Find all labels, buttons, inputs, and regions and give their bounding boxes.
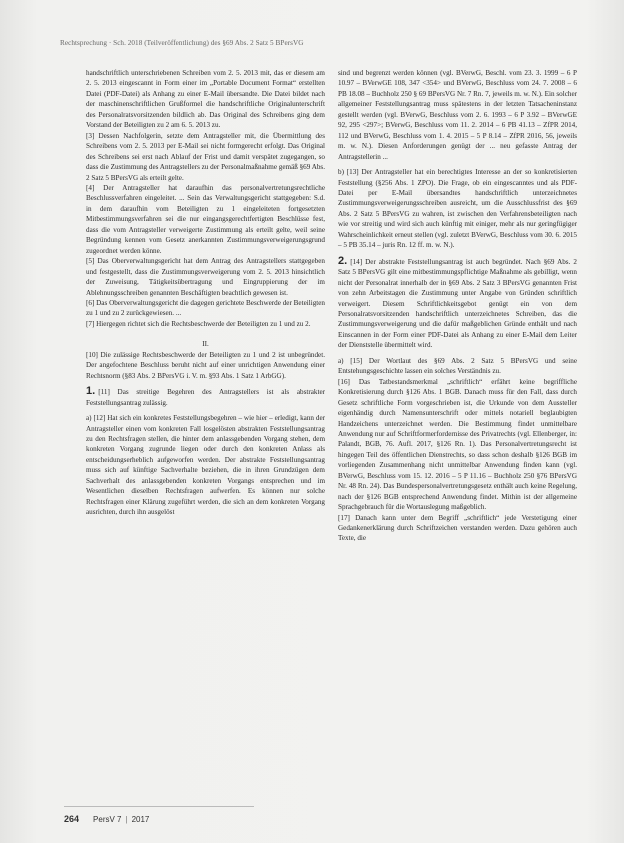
right-column [338,68,577,544]
section-number: 1. [86,385,96,398]
numbered-paragraph [86,386,325,408]
paragraph: sind und begrenzt werden können (vgl. BVerwG, Beschl. vom 23. 3. 1999 – 6 P 10.97 – BVerwGE 108, 347 <354> und BVerwG, Beschluss vom 24. 7. 2008 – 6 PB 18.08 – Buchholz 250 § 69 BPersVG Nr. 7 Rn. 7, jeweils m. w. N.). Ein solcher allgemeiner Feststellungsantrag muss spätestens in der letzten Tatsacheninstanz gestellt werden (vgl. BVerwG, Beschluss vom 2. 6. 1993 – 6 P 3.92 – BVerwGE 92, 295 <297>; BVerwG, Beschluss vom 11. 2. 2014 – 6 PB 41.13 – ZfPR 2014, 112 und BVerwG, Beschluss vom 1. 4. 2015 – 5 P 8.14 – ZfPR 2016, 56, jeweils m. w. N.). Diesen Anforderungen genügt der ... neu gefasste Antrag der Antragstellerin ... [338,69,577,161]
paragraph: [7] Hiergegen richtet sich die Rechtsbeschwerde der Beteiligten zu 1 und zu 2. [86,319,311,328]
paragraph-text: [11] Das streitige Begehren des Antragstellers ist als abstrakter Feststellungsantrag zulässig. [86,388,325,407]
page-footer [64,814,149,824]
paragraph: a) [15] Der Wortlaut des §69 Abs. 2 Satz 5 BPersVG und seine Entstehungsgeschichte lassen ein solches Verständnis zu. [338,356,577,376]
journal-year: 2017 [131,815,150,824]
paragraph: [17] Danach kann unter dem Begriff „schriftlich“ jede Verstetigung einer Gedankenerklärung durch Schriftzeichen verstanden werden. Dazu gehören auch Texte, die [338,513,577,543]
paragraph: [10] Die zulässige Rechtsbeschwerde der Beteiligten zu 1 und 2 ist unbegründet. Der angefochtene Beschluss beruht nicht auf einer unrichtigen Anwendung einer Rechtsnorm (§83 Abs. 2 BPersVG i. V. m. §93 Abs. 1 Satz 1 ArbGG). [86,350,325,380]
left-column [86,68,325,518]
paragraph-text: [14] Der abstrakte Feststellungsantrag ist auch begründet. Nach §69 Abs. 2 Satz 5 BPersVG gilt eine mitbestimmungspflichtige Maßnahme als gebilligt, wenn nicht der Personalrat innerhalb der in §69 Abs. 2 Satz 3 BPersVG genannten Frist von zehn Arbeitstagen die Zustimmung unter Angabe von Gründen schriftlich verweigert. Diesem Schriftlichkeitsgebot genügt ein von dem Personalratsvorsitzenden handschriftlich unterzeichnetes Schreiben, das die Zustimmungsverweigerung und die dafür maßgeblichen Gründe enthält und nach Einscannen in der Form einer PDF-Datei als Anhang zu einer E-Mail dem Leiter der Dienststelle übermittelt wird. [338,257,577,350]
page-number: 264 [64,814,80,824]
paragraph: [5] Das Oberverwaltungsgericht hat dem Antrag des Antragstellers stattgegeben und festgestellt, dass die Zustimmungsverweigerung vom 2. 5. 2013 hinsichtlich der Zuweisung, Tätigkeitsübertragung und Eingruppierung der im Ablehnungsschreiben genannten Beschäftigten beachtlich gewesen ist. [86,257,325,297]
journal-name: PersV 7 [93,815,122,824]
running-header: Rechtsprechung · Sch. 2018 (Teilveröffentlichung) des §69 Abs. 2 Satz 5 BPersVG [60,39,304,47]
paragraph: a) [12] Hat sich ein konkretes Feststellungsbegehren – wie hier – erledigt, kann der Antragsteller einen vom konkreten Fall losgelösten abstrakten Feststellungsantrag zu den Rechtsfragen stellen, die hinter dem anlassgebenden Vorgang stehen, dem konkreten Vorgang zugrunde liegen oder durch den konkreten Anlass als entscheidungserheblich aufgeworfen werden. Der abstrakte Feststellungsantrag muss sich auf künftige Sachverhalte beziehen, die in ihren Grundzügen dem Sachverhalt des anlassgebenden konkreten Vorgangs entsprechen und im Wesentlichen dieselben Rechtsfragen aufwerfen. Es können nur solche Rechtsfragen einer Klärung zugeführt werden, die sich an dem konkreten Vorgang ausrichten, durch ihn ausgelöst [86,414,325,517]
section-number: 2. [338,254,348,267]
paragraph: [4] Der Antragsteller hat daraufhin das personalvertretungsrechtliche Beschlussverfahren eingeleitet. ... Sein das Verwaltungsgericht stattgegeben: S.d. in dem daraufhin vom Beteiligten zu 1 eingeleiteten fortgesetzten Mitbestimmungsverfahren sei die nur eingangsgerechtfertigten Beschlüsse fest, dass die vom Antragsteller verweigerte Zustimmung als erteilt gelte, weil seine Begründung kennen vom Gesetz anerkannten Zustimmungsverweigerungsgrund zugeordnet werden könne. [86,183,325,255]
paragraph: [16] Das Tatbestandsmerkmal „schriftlich“ erfährt keine begriffliche Konkretisierung durch §126 Abs. 1 BGB. Danach muss für den Fall, dass durch Gesetz schriftliche Form vorgeschrieben ist, die Urkunde von dem Aussteller eigenhändig durch Namensunterschrift oder mittels notariell beglaubigten Handzeichens unterzeichnet werden. Die Bestimmung findet unmittelbare Anwendung nur auf Schriftformerfordernisse des Privatrechts (vgl. Ellenberger, in: Palandt, BGB, 76. Aufl. 2017, §126 Rn. 1). Das Personalvertretungsrecht ist hingegen Teil des öffentlichen Dienstrechts, so dass schon deshalb §126 BGB im vorliegenden Zusammenhang nicht unmittelbar Anwendung finden kann (vgl. BVerwG, Beschluss vom 15. 12. 2016 – 5 P 11.16 – Buchholz 250 §76 BPersVG Nr. 48 Rn. 24). Das Bundespersonalvertretungsgesetz enthält auch keine Regelung, nach der §126 BGB entsprechend Anwendung findet. Mithin ist der allgemeine Sprachgebrauch für die Wortauslegung maßgeblich. [338,377,577,512]
paragraph: b) [13] Der Antragsteller hat ein berechtigtes Interesse an der so konkretisierten Feststellung (§256 Abs. 1 ZPO). Die Frage, ob ein eingescanntes und als PDF-Datei per E-Mail übersandtes handschriftlich unterzeichnetes Zustimmungsverweigerungsschreiben ausreicht, um die Ausschlussfrist des §69 Abs. 2 Satz 5 BPersVG zu wahren, ist zwischen den Verfahrensbeteiligten nach wie vor streitig und wird sich auch künftig mit einiger, mehr als nur geringfügiger Wahrscheinlichkeit erneut stellen (vgl. zuletzt BVerwG, Beschluss vom 30. 6. 2015 – 5 PB 35.14 – juris Rn. 12 ff. m. w. N.). [338,168,577,250]
paragraph: [6] Das Oberverwaltungsgericht die dagegen gerichtete Beschwerde der Beteiligten zu 1 und zu 2 zurückgewiesen. ... [86,298,325,318]
footer-separator: | [125,815,128,824]
paragraph: [3] Dessen Nachfolgerin, setzte dem Antragsteller mit, die Übermittlung des Schreibens vom 2. 5. 2013 per E-Mail sei nicht formgerecht erfolgt. Das Original des Schreibens sei erst nach Ablauf der Frist und damit verspätet zugegangen, so dass die Zustimmung des Antragstellers zu der Personalmaßnahme gemäß §69 Abs. 2 Satz 5 BPersVG als erteilt gelte. [86,131,325,182]
footer-rule [64,806,254,807]
numbered-paragraph [338,256,577,351]
section-heading: II. [202,340,209,349]
paragraph: handschriftlich unterschriebenen Schreiben vom 2. 5. 2013 mit, das er diesem am 2. 5. 2013 eingescannt in Form einer im „Portable Document Format“ erstellten Datei (PDF-Datei) als Anhang zu einer E-Mail übersandte. Die Datei bildet nach der maschinenschriftlichen Grußformel die handschriftliche Originalunterschrift des Personalratsvorsitzenden bildlich ab. Das Original des Schreibens ging dem Vorstand der Beteiligten zu 2 am 6. 5. 2013 zu. [86,69,325,130]
